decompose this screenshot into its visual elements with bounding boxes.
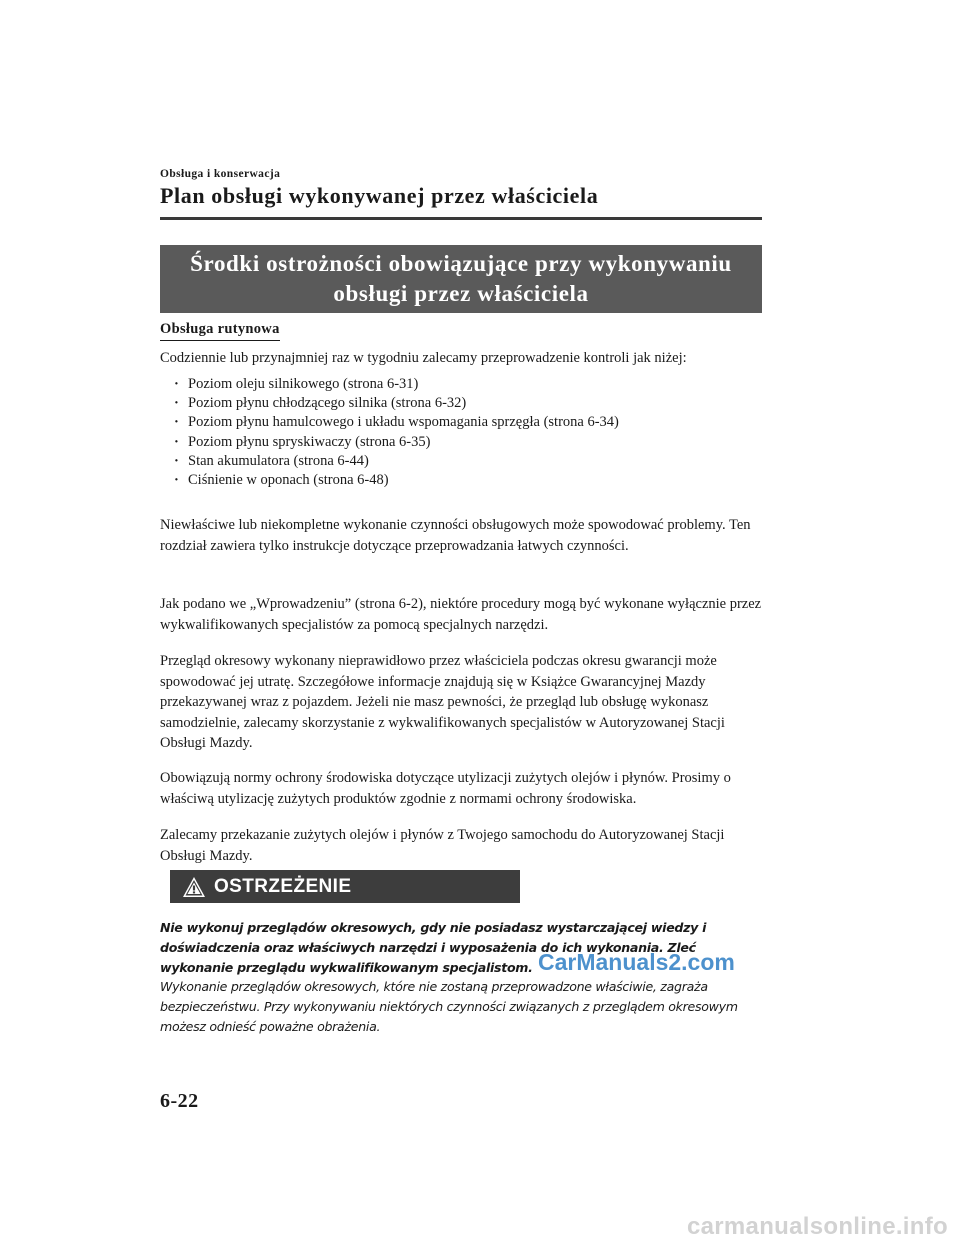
bullet-icon: · bbox=[174, 433, 179, 450]
paragraph-warranty: Przegląd okresowy wykonany nieprawidłowo przez właściciela podczas okresu gwarancji może spowodować jej utratę. Szczegółowe informacje znajdują się w Książce Gwarancyjnej Mazdy przekazywanej wraz z pojazdem. Jeżeli nie masz pewności, że przegląd lub obsługę wykonasz samodzielnie, zalecamy skorzystanie z wykwalifikowanych specjalistów w Autoryzowanej Stacji Obsługi Mazdy. bbox=[160, 653, 725, 751]
list-item-text: Poziom oleju silnikowego (strona 6-31) bbox=[188, 376, 419, 392]
banner-line-2: obsługi przez właściciela bbox=[333, 281, 589, 306]
warning-triangle-icon bbox=[182, 876, 206, 898]
list-item-text: Stan akumulatora (strona 6-44) bbox=[188, 452, 369, 469]
paragraph-environment: Obowiązują normy ochrony środowiska dotyczące utylizacji zużytych olejów i płynów. Prosimy o właściwą utylizację zużytych produktów zgodnie z normami ochrony środowiska. bbox=[160, 770, 731, 807]
bullet-icon: · bbox=[174, 395, 179, 412]
list-item-text: Poziom płynu spryskiwaczy (strona 6-35) bbox=[188, 433, 431, 450]
list-item bbox=[174, 433, 619, 452]
list-item bbox=[174, 394, 619, 413]
paragraph-disposal: Zalecamy przekazanie zużytych olejów i płynów z Twojego samochodu do Autoryzowanej Stacji Obsługi Mazdy. bbox=[160, 827, 725, 864]
list-item-text: Poziom płynu hamulcowego i układu wspomagania sprzęgła (strona 6-34) bbox=[188, 414, 619, 431]
list-item bbox=[174, 413, 619, 432]
bullet-icon: · bbox=[174, 376, 179, 392]
list-item bbox=[174, 375, 619, 394]
title-divider bbox=[160, 217, 762, 220]
bullet-icon: · bbox=[174, 452, 179, 469]
warning-title: OSTRZEŻENIE bbox=[214, 875, 352, 897]
paragraph-specialists: Jak podano we „Wprowadzeniu” (strona 6-2), niektóre procedury mogą być wykonane wyłącznie przez wykwalifikowanych specjalistów za pomocą specjalnych narzędzi. bbox=[160, 596, 762, 633]
paragraph-improper-maintenance: Niewłaściwe lub niekompletne wykonanie czynności obsługowych może spowodować problemy. Ten rozdział zawiera tylko instrukcje dotyczące przeprowadzania łatwych czynności. bbox=[160, 517, 751, 554]
section-label: Obsługa i konserwacja bbox=[160, 168, 281, 180]
subheading-routine-maintenance: Obsługa rutynowa bbox=[160, 320, 280, 341]
warning-label bbox=[170, 870, 520, 903]
warning-bold-text: Nie wykonuj przeglądów okresowych, gdy nie posiadasz wystarczającej wiedzy i doświadczenia oraz właściwych narzędzi i wyposażenia do ich wykonania. Zleć wykonanie przeglądu wykwalifikowanym specjalistom. bbox=[160, 920, 707, 975]
watermark-center: CarManuals2.com bbox=[538, 949, 735, 975]
section-banner bbox=[160, 245, 762, 313]
list-item bbox=[174, 471, 619, 490]
list-item-text: Ciśnienie w oponach (strona 6-48) bbox=[188, 472, 389, 489]
list-item bbox=[174, 452, 619, 471]
list-item-text: Poziom płynu chłodzącego silnika (strona 6-32) bbox=[188, 395, 467, 412]
banner-line-1: Środki ostrożności obowiązujące przy wykonywaniu bbox=[190, 251, 732, 276]
page-title: Plan obsługi wykonywanej przez właściciela bbox=[160, 183, 599, 208]
bullet-icon: · bbox=[174, 414, 179, 431]
page-number: 6-22 bbox=[160, 1090, 199, 1112]
watermark-footer: carmanualsonline.info bbox=[686, 1213, 948, 1240]
check-list bbox=[174, 375, 619, 490]
bullet-icon: · bbox=[174, 472, 179, 489]
intro-paragraph: Codziennie lub przynajmniej raz w tygodniu zalecamy przeprowadzenie kontroli jak niżej: bbox=[160, 350, 687, 366]
warning-normal-text: Wykonanie przeglądów okresowych, które nie zostaną przeprowadzone właściwie, zagraża bezpieczeństwu. Przy wykonywaniu niektórych czynności związanych z przeglądem okresowym możesz odnieść poważne obrażenia. bbox=[160, 979, 738, 1034]
manual-page bbox=[160, 0, 762, 1245]
